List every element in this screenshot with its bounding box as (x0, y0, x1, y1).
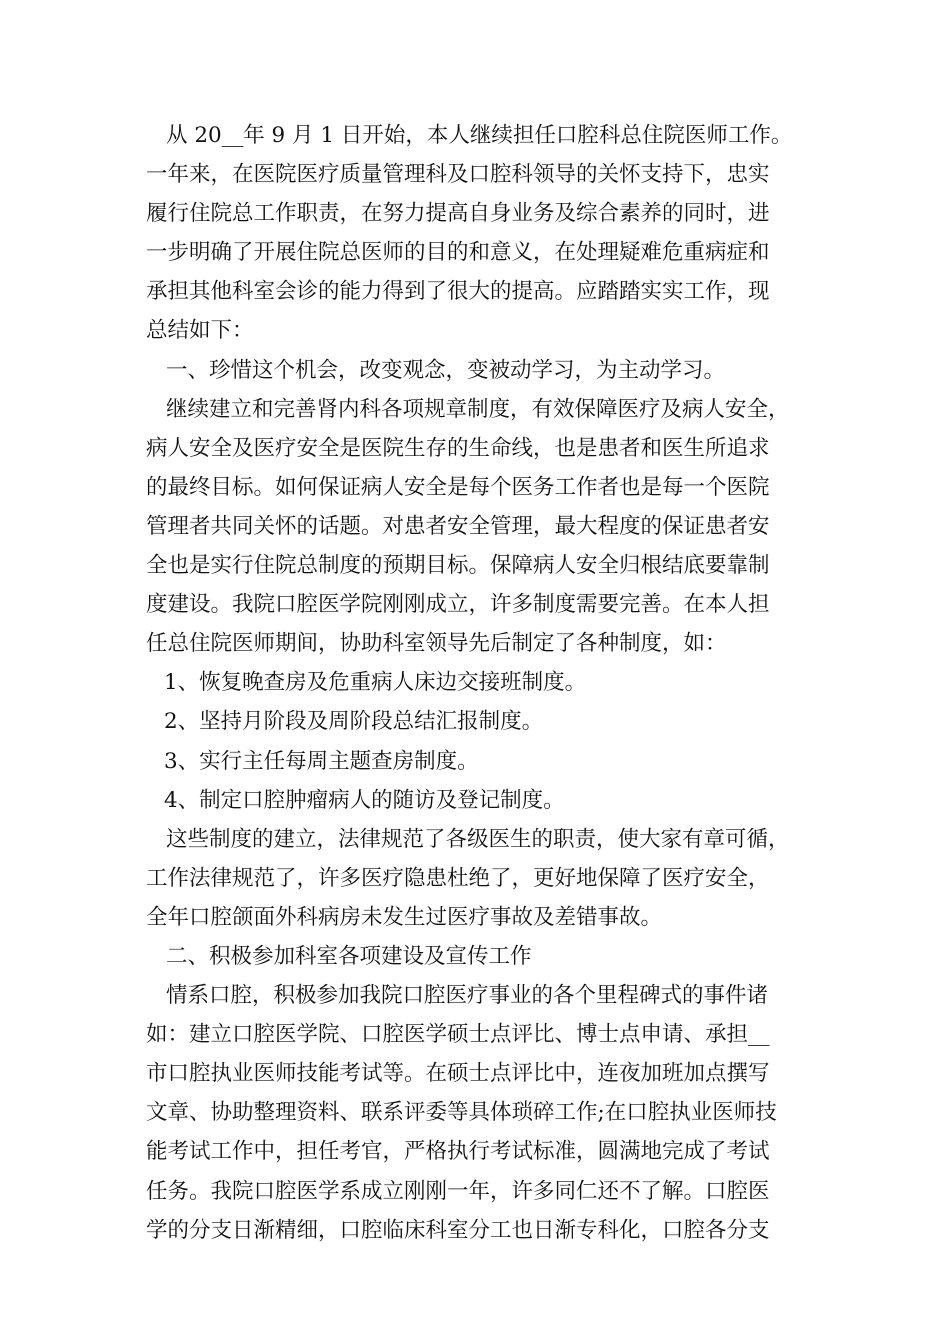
paragraph-line: 学的分支日渐精细，口腔临床科室分工也日渐专科化，口腔各分支 (146, 1217, 770, 1243)
section-heading: 一、珍惜这个机会，改变观念，变被动学习，为主动学习。 (166, 357, 726, 383)
paragraph-line: 任务。我院口腔医学系成立刚刚一年，许多同仁还不了解。口腔医 (146, 1178, 770, 1204)
paragraph-line: 总结如下： (146, 318, 254, 344)
section-heading: 二、积极参加科室各项建设及宣传工作 (166, 943, 532, 969)
paragraph-line: 能考试工作中，担任考官，严格执行考试标准，圆满地完成了考试 (146, 1139, 770, 1165)
paragraph-line: 文章、协助整理资料、联系评委等具体琐碎工作;在口腔执业医师技 (146, 1100, 777, 1126)
paragraph-line: 度建设。我院口腔医学院刚刚成立，许多制度需要完善。在本人担 (146, 592, 770, 618)
paragraph-line: 的最终目标。如何保证病人安全是每个医务工作者也是每一个医院 (146, 474, 770, 500)
paragraph-line: 履行住院总工作职责，在努力提高自身业务及综合素养的同时，进 (146, 201, 770, 227)
paragraph-line: 全也是实行住院总制度的预期目标。保障病人安全归根结底要靠制 (146, 553, 770, 579)
paragraph-line: 这些制度的建立，法律规范了各级医生的职责，使大家有章可循， (166, 826, 790, 852)
document-body (146, 116, 836, 1250)
paragraph-line: 病人安全及医疗安全是医院生存的生命线，也是患者和医生所追求 (146, 435, 770, 461)
paragraph-line: 一步明确了开展住院总医师的目的和意义，在处理疑难危重病症和 (146, 240, 770, 266)
list-item: 4、制定口腔肿瘤病人的随访及登记制度。 (164, 787, 565, 813)
paragraph-line: 全年口腔颌面外科病房未发生过医疗事故及差错事故。 (146, 904, 663, 930)
paragraph-line: 工作法律规范了，许多医疗隐患杜绝了，更好地保障了医疗安全， (146, 865, 770, 891)
list-item: 2、坚持月阶段及周阶段总结汇报制度。 (164, 709, 544, 735)
paragraph-line: 市口腔执业医师技能考试等。在硕士点评比中，连夜加班加点撰写 (146, 1061, 770, 1087)
paragraph-line: 管理者共同关怀的话题。对患者安全管理，最大程度的保证患者安 (146, 513, 770, 539)
paragraph-line: 一年来，在医院医疗质量管理科及口腔科领导的关怀支持下，忠实 (146, 162, 770, 188)
paragraph-line: 承担其他科室会诊的能力得到了很大的提高。应踏踏实实工作，现 (146, 279, 770, 305)
paragraph-line: 任总住院医师期间，协助科室领导先后制定了各种制度，如： (146, 631, 727, 657)
paragraph-line: 情系口腔，积极参加我院口腔医疗事业的各个里程碑式的事件诸 (166, 983, 769, 1009)
paragraph-line: 从 20__年 9 月 1 日开始，本人继续担任口腔科总住院医师工作。 (166, 123, 793, 148)
paragraph-line: 继续建立和完善肾内科各项规章制度，有效保障医疗及病人安全， (166, 396, 790, 422)
list-item: 3、实行主任每周主题查房制度。 (164, 748, 479, 774)
list-item: 1、恢复晚查房及危重病人床边交接班制度。 (164, 670, 587, 696)
paragraph-line: 如：建立口腔医学院、口腔医学硕士点评比、博士点申请、承担__ (146, 1022, 770, 1048)
